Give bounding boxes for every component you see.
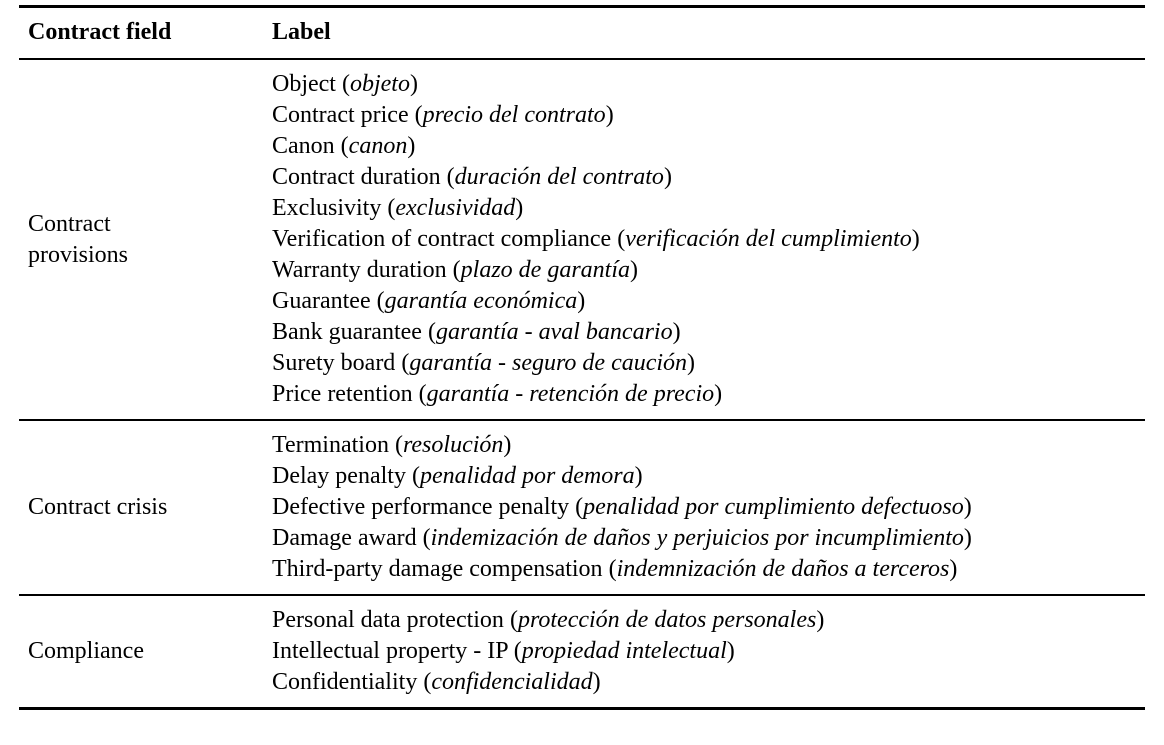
- list-item: Contract price (precio del contrato): [272, 102, 614, 128]
- label-spanish: garantía - seguro de caución: [409, 350, 688, 376]
- list-item: Personal data protection (protección de datos personales): [272, 607, 825, 633]
- header-row: [19, 7, 1145, 60]
- label-english: Damage award: [272, 525, 417, 551]
- list-item: Bank guarantee (garantía - aval bancario): [272, 319, 681, 345]
- column-header-label: Label: [272, 19, 331, 45]
- contract-field-cell: [19, 59, 263, 420]
- table-row: [19, 595, 1145, 709]
- label-english: Intellectual property - IP: [272, 638, 508, 664]
- table-header: [19, 7, 1145, 60]
- label-list: [272, 421, 1145, 594]
- list-item: Exclusivity (exclusividad): [272, 195, 524, 221]
- label-spanish: propiedad intelectual: [521, 638, 727, 664]
- contract-fields-table: [19, 5, 1145, 710]
- label-english: Exclusivity: [272, 195, 382, 221]
- table-body: [19, 59, 1145, 709]
- list-item: Intellectual property - IP (propiedad intelectual): [272, 638, 735, 664]
- list-item: Verification of contract compliance (verificación del cumplimiento): [272, 226, 920, 252]
- label-english: Personal data protection: [272, 607, 504, 633]
- label-spanish: penalidad por cumplimiento defectuoso: [583, 494, 964, 520]
- label-spanish: duración del contrato: [454, 164, 664, 190]
- document-page: [0, 5, 1164, 745]
- label-english: Warranty duration: [272, 257, 447, 283]
- table-row: [19, 420, 1145, 595]
- list-item: Surety board (garantía - seguro de caución): [272, 350, 696, 376]
- label-cell: [263, 420, 1145, 595]
- label-list: [272, 60, 1145, 419]
- label-spanish: plazo de garantía: [460, 257, 631, 283]
- label-spanish: exclusividad: [395, 195, 516, 221]
- label-english: Confidentiality: [272, 669, 418, 695]
- label-spanish: penalidad por demora: [419, 463, 635, 489]
- label-english: Guarantee: [272, 288, 371, 314]
- label-spanish: canon: [348, 133, 408, 159]
- list-item: Price retention (garantía - retención de precio): [272, 381, 723, 407]
- label-english: Third-party damage compensation: [272, 556, 603, 582]
- label-english: Termination: [272, 432, 389, 458]
- label-spanish: protección de datos personales: [517, 607, 817, 633]
- label-cell: [263, 59, 1145, 420]
- list-item: Confidentiality (confidencialidad): [272, 669, 601, 695]
- label-spanish: resolución: [402, 432, 504, 458]
- list-item: Termination (resolución): [272, 432, 512, 458]
- label-english: Contract price: [272, 102, 409, 128]
- list-item: Warranty duration (plazo de garantía): [272, 257, 639, 283]
- contract-field-name: [28, 492, 255, 523]
- label-english: Price retention: [272, 381, 413, 407]
- list-item: Canon (canon): [272, 133, 416, 159]
- list-item: Third-party damage compensation (indemnización de daños a terceros): [272, 556, 958, 582]
- label-spanish: indemnización de daños a terceros: [616, 556, 950, 582]
- label-spanish: garantía - retención de precio: [426, 381, 715, 407]
- label-english: Verification of contract compliance: [272, 226, 612, 252]
- label-english: Bank guarantee: [272, 319, 422, 345]
- label-english: Delay penalty: [272, 463, 406, 489]
- label-english: Canon: [272, 133, 335, 159]
- table-row: [19, 59, 1145, 420]
- contract-field-name: [28, 636, 255, 667]
- label-spanish: garantía económica: [384, 288, 578, 314]
- contract-field-name-line: provisions: [28, 241, 129, 268]
- contract-field-cell: [19, 420, 263, 595]
- label-spanish: confidencialidad: [431, 669, 593, 695]
- list-item: Defective performance penalty (penalidad por cumplimiento defectuoso): [272, 494, 972, 520]
- contract-field-cell: [19, 595, 263, 709]
- list-item: Delay penalty (penalidad por demora): [272, 463, 643, 489]
- label-english: Surety board: [272, 350, 396, 376]
- list-item: Object (objeto): [272, 71, 418, 97]
- contract-field-name-line: Compliance: [28, 638, 144, 664]
- list-item: Contract duration (duración del contrato): [272, 164, 672, 190]
- label-spanish: objeto: [349, 71, 410, 97]
- label-spanish: indemización de daños y perjuicios por incumplimiento: [430, 525, 964, 551]
- label-english: Contract duration: [272, 164, 441, 190]
- label-spanish: verificación del cumplimiento: [625, 226, 912, 252]
- label-list: [272, 596, 1145, 707]
- contract-field-name: [28, 209, 255, 271]
- contract-field-name-line: Contract: [28, 210, 111, 237]
- label-spanish: garantía - aval bancario: [435, 319, 673, 345]
- list-item: Guarantee (garantía económica): [272, 288, 586, 314]
- column-header-contract-field: Contract field: [28, 19, 172, 45]
- contract-field-name-line: Contract crisis: [28, 494, 168, 520]
- label-spanish: precio del contrato: [422, 102, 606, 128]
- label-cell: [263, 595, 1145, 709]
- label-english: Defective performance penalty: [272, 494, 570, 520]
- list-item: Damage award (indemización de daños y perjuicios por incumplimiento): [272, 525, 972, 551]
- label-english: Object: [272, 71, 336, 97]
